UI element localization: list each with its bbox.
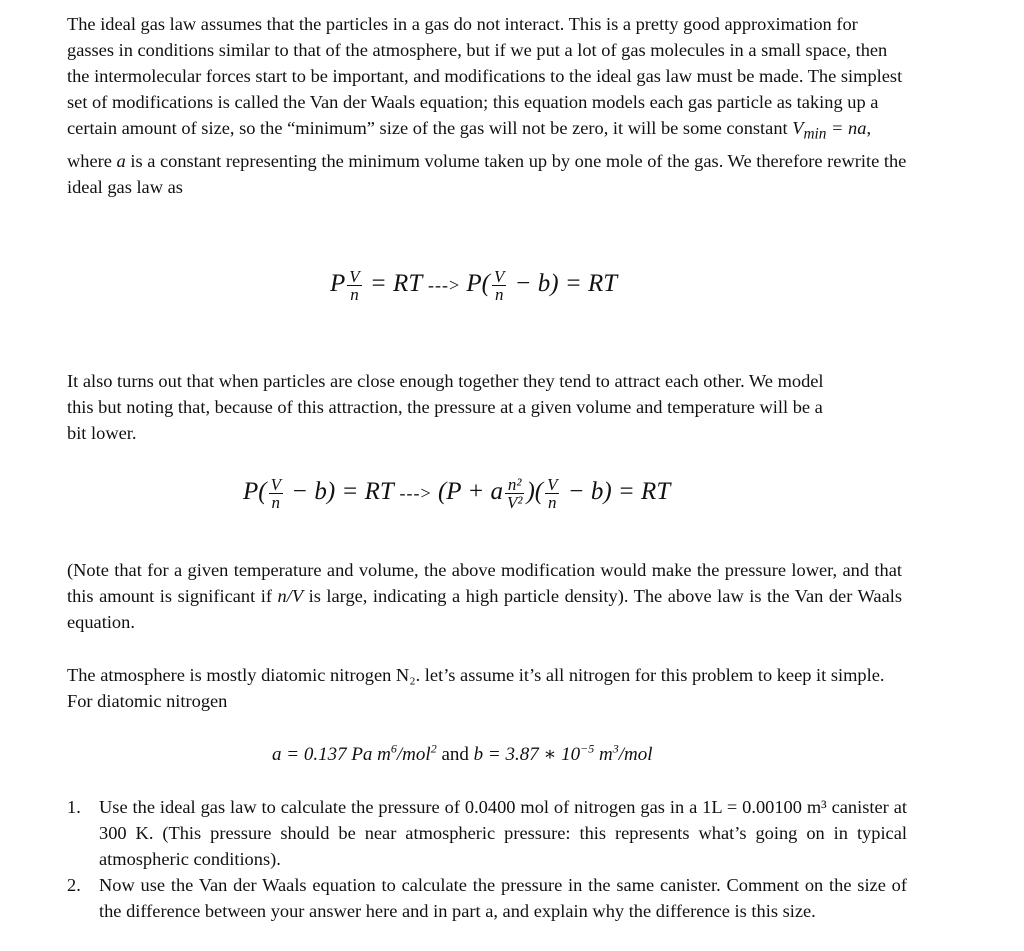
question-text: Now use the Van der Waals equation to calculate the pressure in the same canister. Comment on the size of the difference between your answer here and in part a, and explain why the difference is this size. <box>99 875 907 921</box>
n2-over-v2-fraction: $\frac{\text{n²}}{\text{V²}}$ <box>506 475 523 512</box>
arrow: ---> <box>428 275 461 296</box>
arrow: ---> <box>399 483 432 504</box>
intro-text-1: The ideal gas law assumes that the particles in a gas do not interact. This is a pretty good approximation for gasses in conditions similar to that of the atmosphere, but if we put a lot of gas molecules in a small space, then the intermolecular forces start to be important, and modifications to the ideal gas law must be made. The simplest set of modifications is called the Van der Waals equation; this equation models each gas particle as taking up a certain amount of size, so the “minimum” size of the gas will not be zero, it will be some constant <box>67 14 903 138</box>
question-text: Use the ideal gas law to calculate the pressure of 0.0400 mol of nitrogen gas in a 1L = 0.00100 m³ canister at 300 K. (This pressure should be near atmospheric pressure: this represents what’s going on in typical atmospheric conditions). <box>99 797 907 869</box>
ideal-gas-equation: P $\frac{V}{n}$ = RT ---> P( $\frac{V}{n}$ − b) = RT <box>330 267 618 304</box>
question-number: 1. <box>67 797 81 817</box>
v-over-n-fraction: $\frac{V}{n}$ <box>270 475 281 512</box>
note-paragraph: (Note that for a given temperature and volume, the above modification would make the pressure lower, and that this amount is significant if n/V is large, indicating a high particle density). The above law is the Van der Waals equation. <box>67 560 902 632</box>
vmin-symbol: $V_{min}$ = na <box>792 118 867 143</box>
question-list <box>67 794 907 924</box>
v-over-n-fraction: $\frac{V}{n}$ <box>547 475 558 512</box>
v-over-n-fraction: $\frac{V}{n}$ <box>349 267 360 304</box>
constants-equation: a = 0.137 Pa $m^6/mol^2$ and b = 3.87 ∗ $10^{-5}$ $m^3$/mol <box>272 741 653 765</box>
intro-paragraph <box>67 11 907 200</box>
vmin-equals: = na <box>826 118 867 138</box>
atmosphere-paragraph: The atmosphere is mostly diatomic nitrogen N₂. let’s assume it’s all nitrogen for this problem to keep it simple. For diatomic nitrogen <box>67 665 885 711</box>
v-over-n-fraction: $\frac{V}{n}$ <box>494 267 505 304</box>
vmin-subscript: min <box>803 125 827 143</box>
intro-text-3: is a constant representing the minimum volume taken up by one mole of the gas. We therefore rewrite the ideal gas law as <box>67 150 907 197</box>
question-number: 2. <box>67 875 81 895</box>
attraction-paragraph: It also turns out that when particles are close enough together they tend to attract each other. We model this but noting that, because of this attraction, the pressure at a given volume and temperature will be a bit lower. <box>67 371 824 443</box>
a-symbol: a <box>116 150 126 171</box>
van-der-waals-equation: P( $\frac{V}{n}$ − b) = RT ---> (P + a $\frac{\text{n²}}{\text{V²}}$ )( $\frac{V}{n}$ − b) = RT <box>243 475 671 512</box>
list-item <box>67 794 907 872</box>
list-item <box>67 872 907 924</box>
density-ratio: n/V <box>277 586 304 606</box>
intro-text-2: , where <box>67 118 872 171</box>
